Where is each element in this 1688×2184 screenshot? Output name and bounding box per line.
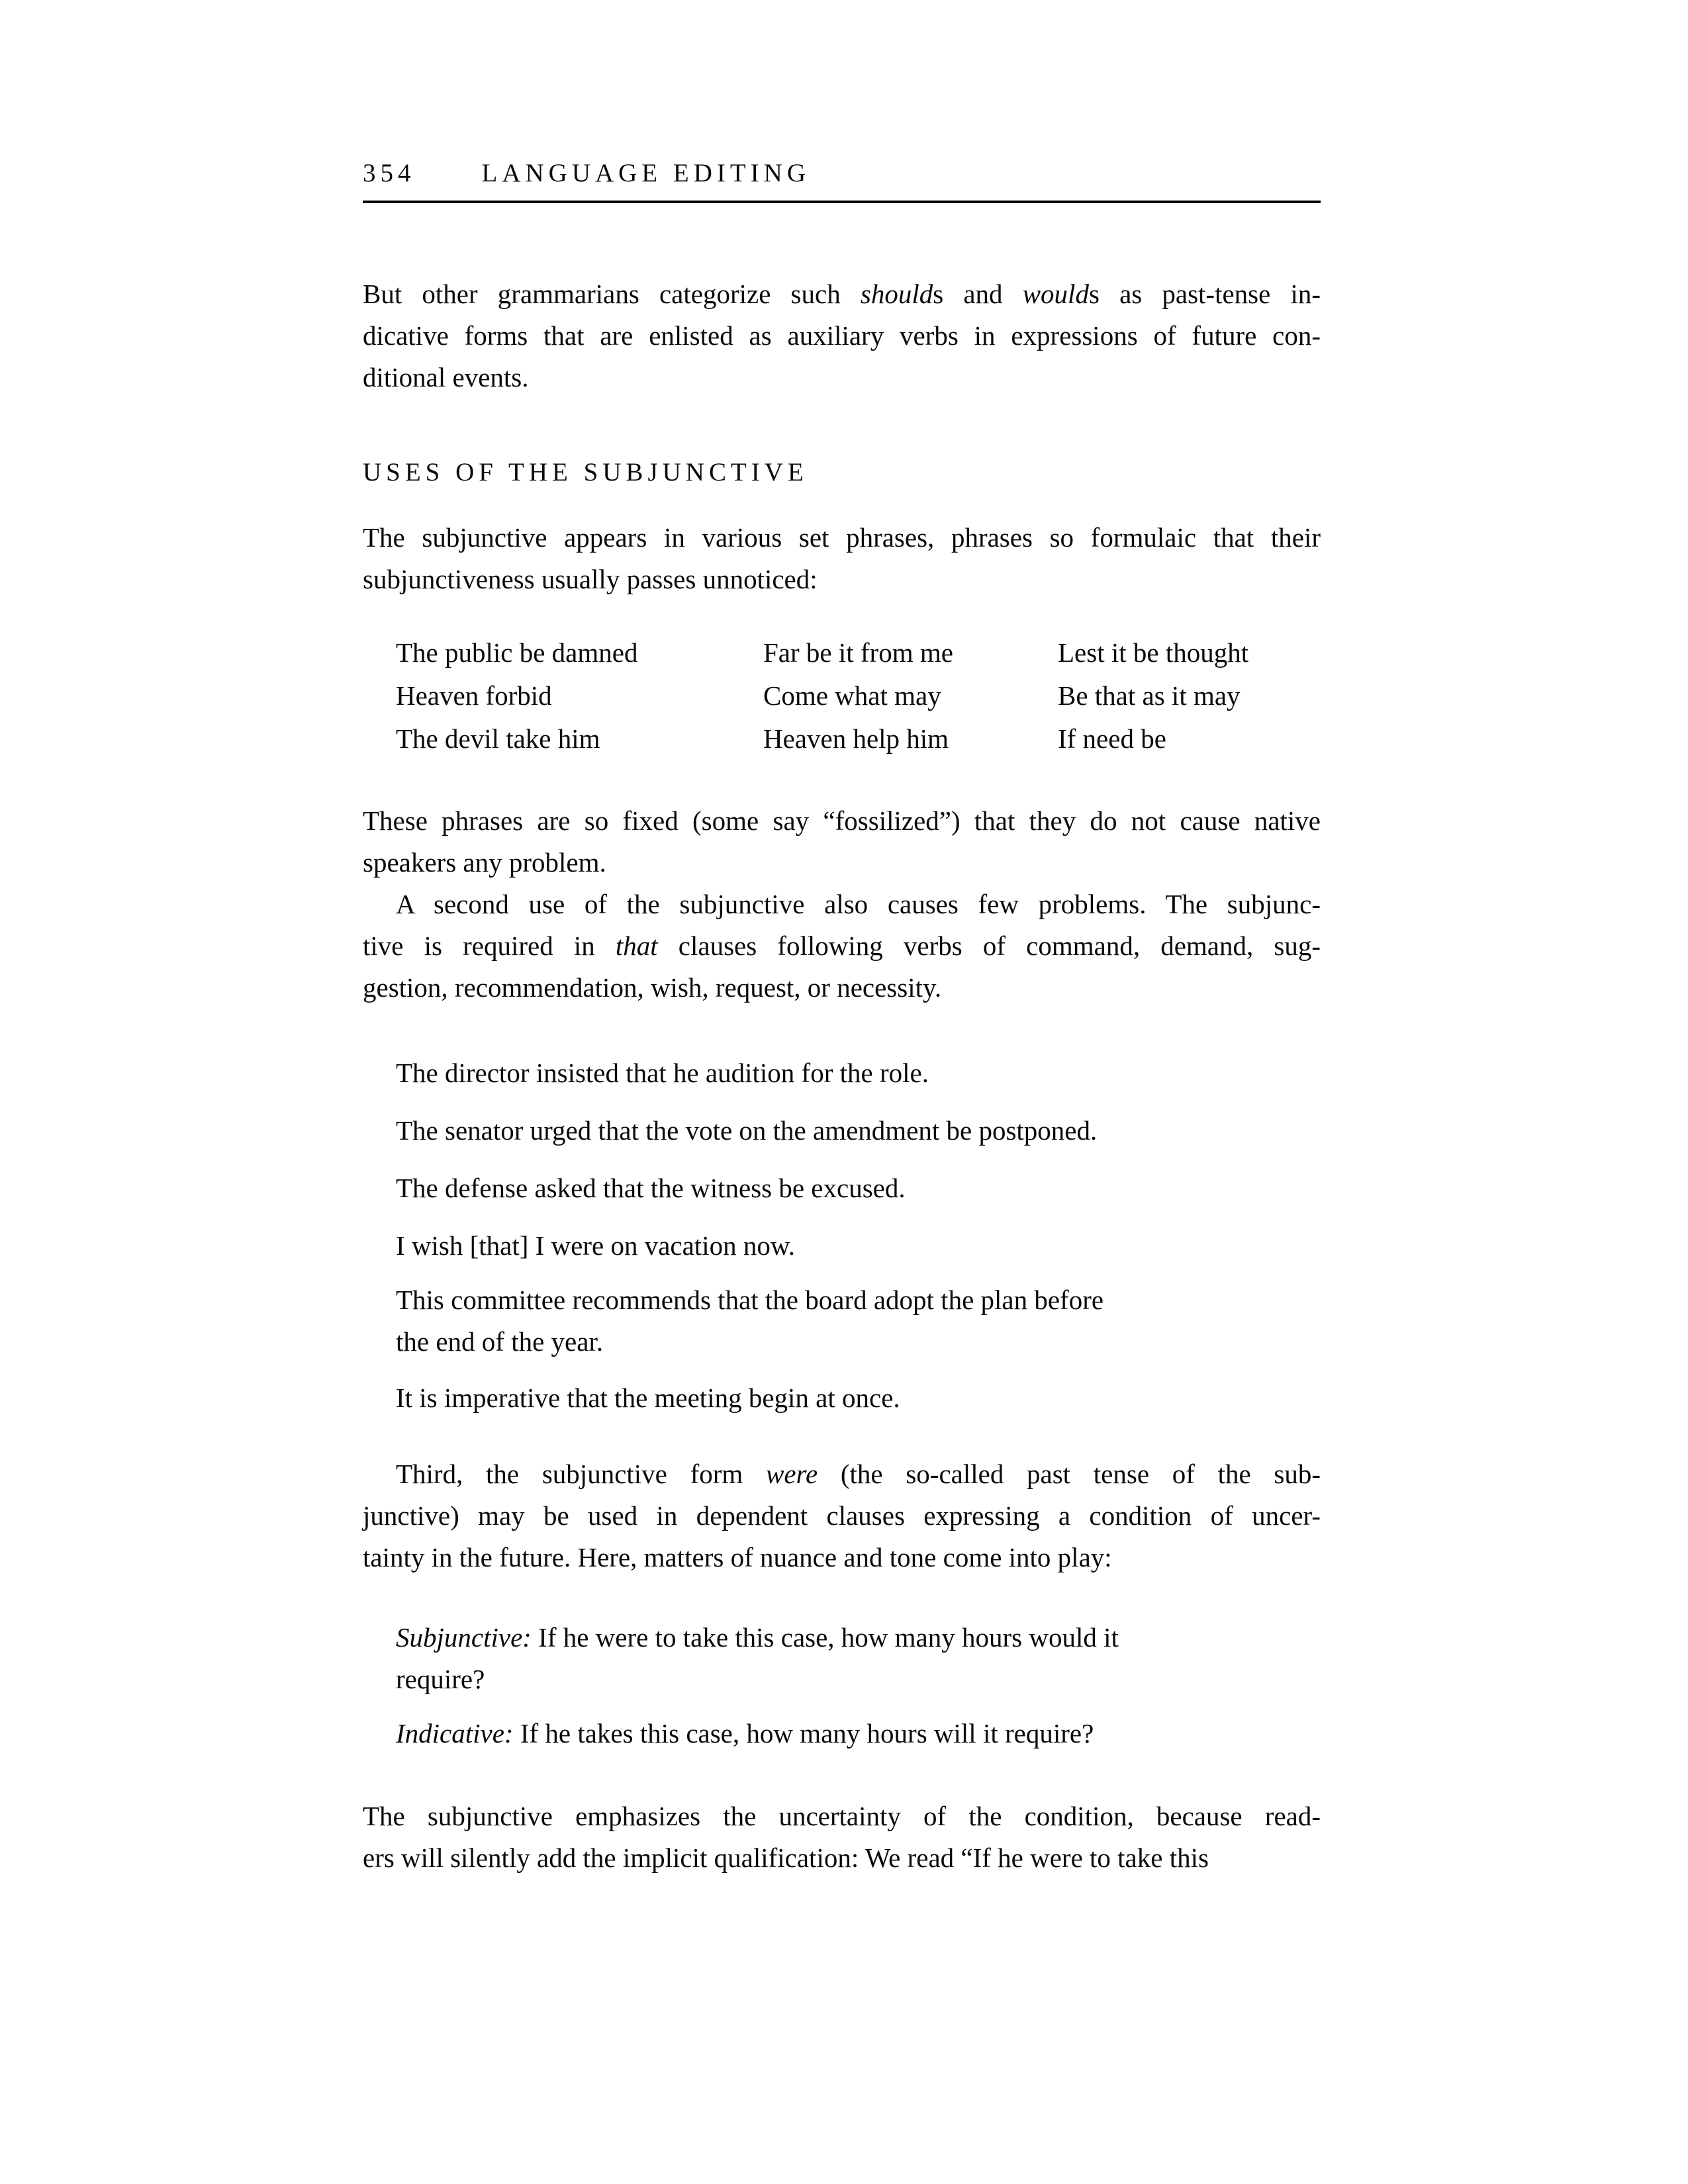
section-heading: USES OF THE SUBJUNCTIVE [363,458,808,486]
paragraph-fossilized [363,800,1321,884]
body-line: This committee recommends that the board adopt the plan before [396,1285,1104,1315]
paragraph-intro [363,273,1321,398]
set-phrase-item: The devil take him [396,723,600,754]
text-segment: But other grammarians categorize such [363,279,861,309]
text-segment: s and [933,279,1023,309]
text-segment: Third, the subjunctive form [396,1459,766,1489]
example-sentence [363,1279,1354,1363]
example-label: Indicative: [396,1718,514,1749]
paragraph-third-use [363,1453,1321,1578]
body-line [363,1453,1321,1495]
set-phrase-column [1058,631,1354,760]
example-sentence: It is imperative that the meeting begin at once. [396,1383,900,1413]
example-sentence: I wish [that] I were on vacation now. [396,1230,796,1261]
example-sentence: The director insisted that he audition for the role. [396,1058,929,1088]
italic-segment: were [765,1459,818,1489]
body-line: require? [396,1664,485,1694]
set-phrase-column [396,631,763,760]
indicative-example [363,1713,1354,1754]
body-line: subjunctiveness usually passes unnoticed: [363,564,818,594]
set-phrase-item: Far be it from me [763,637,953,668]
body-line: dicative forms that are enlisted as auxiliary verbs in expressions of future con- [363,320,1321,351]
body-line: speakers any problem. [363,847,606,878]
text-segment: (the so-called past tense of the sub- [818,1459,1321,1489]
text-segment: clauses following verbs of command, demand, sug- [657,931,1321,961]
italic-segment: that [615,931,658,961]
paragraph-closing [363,1796,1321,1879]
text-segment: tive is required in [363,931,616,961]
body-line: tainty in the future. Here, matters of nuance and tone come into play: [363,1542,1112,1572]
italic-segment: should [860,279,933,309]
body-line: The subjunctive emphasizes the uncertainty of the condition, because read- [363,1801,1321,1831]
body-line: the end of the year. [396,1326,604,1357]
page-header [363,152,1321,194]
subjunctive-example [363,1617,1354,1700]
paragraph-second-use [363,884,1321,1009]
example-sentence: The senator urged that the vote on the amendment be postponed. [396,1115,1098,1146]
example-sentence: The defense asked that the witness be excused. [396,1173,906,1203]
set-phrase-item: Heaven forbid [396,680,552,711]
header-rule [363,201,1321,203]
text-segment: If he takes this case, how many hours will it require? [513,1718,1094,1749]
body-line: The subjunctive appears in various set phrases, phrases so formulaic that their [363,522,1321,553]
set-phrase-item: Heaven help him [763,723,949,754]
running-head: LANGUAGE EDITING [481,159,810,187]
paragraph-set-phrases [363,517,1321,600]
body-line: These phrases are so fixed (some say “fossilized”) that they do not cause native [363,805,1321,836]
body-line [363,925,1321,967]
example-label: Subjunctive: [396,1622,532,1653]
text-segment: s as past-tense in- [1088,279,1321,309]
set-phrase-table [363,631,1354,760]
set-phrase-item: Lest it be thought [1058,637,1249,668]
body-line [396,1617,1354,1659]
body-line [396,1713,1354,1754]
body-line: A second use of the subjunctive also causes few problems. The subjunc- [396,889,1321,919]
text-segment: If he were to take this case, how many hours would it [531,1622,1119,1653]
body-line: gestion, recommendation, wish, request, or necessity. [363,972,942,1003]
body-line: ditional events. [363,362,529,392]
body-line: junctive) may be used in dependent clauses expressing a condition of uncer- [363,1500,1321,1531]
italic-segment: would [1022,279,1089,309]
set-phrase-item: Come what may [763,680,941,711]
page-number: 354 [363,159,416,187]
body-line: ers will silently add the implicit qualification: We read “If he were to take this [363,1843,1209,1873]
set-phrase-column [763,631,1058,760]
set-phrase-item: The public be damned [396,637,638,668]
body-line [363,273,1321,315]
set-phrase-item: Be that as it may [1058,680,1241,711]
set-phrase-item: If need be [1058,723,1166,754]
